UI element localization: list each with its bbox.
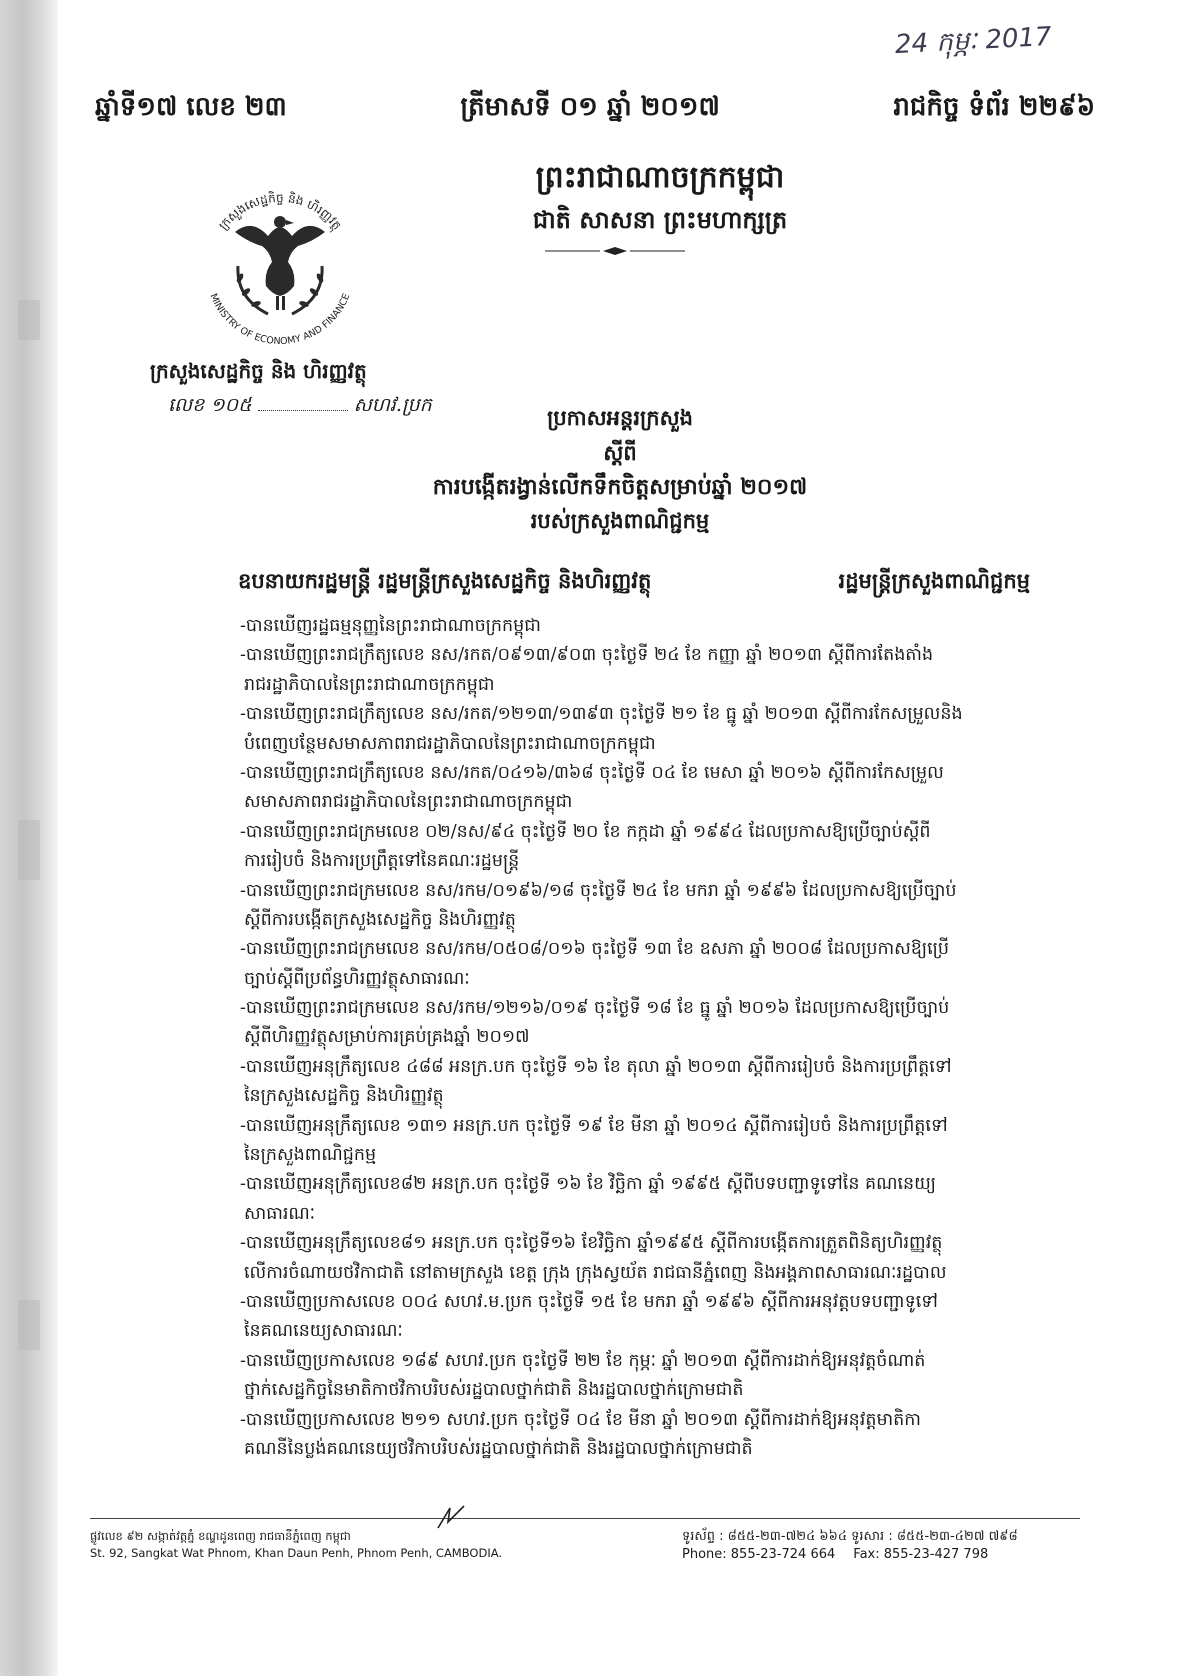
footer-address-english: St. 92, Sangkat Wat Phnom, Khan Daun Penh, Phnom Penh, CAMBODIA. — [90, 1546, 503, 1560]
consideration-line: -បានឃើញអនុក្រឹត្យលេខ៨១ អនក្រ.បក ចុះថ្ងៃទី១៦ ខែវិច្ឆិកា ឆ្នាំ១៩៩៥ ស្តីពីការបង្កើតការត្រួតពិនិត្យហិរញ្ញវត្ថុ — [240, 1233, 943, 1254]
pen-mark-icon — [436, 1504, 466, 1530]
reference-code: សហវ. — [353, 394, 402, 416]
footer-address — [90, 1528, 502, 1562]
consideration-line: -បានឃើញព្រះរាជក្រមលេខ នស/រកម/០១៩៦/១៨ ចុះថ្ងៃទី ២៤ ខែ មករា ឆ្នាំ ១៩៩៦ ដែលប្រកាសឱ្យប្រើច្បាប់ — [240, 880, 957, 901]
consideration-line: -បានឃើញប្រកាសលេខ ០០៤ សហវ.ម.ប្រក ចុះថ្ងៃទី ១៥ ខែ មករា ឆ្នាំ ១៩៩៦ ស្តីពីការអនុវត្តបទបញ្ជាទូទៅ — [240, 1291, 938, 1312]
kingdom-title: ព្រះរាជាណាចក្រកម្ពុជា — [535, 160, 785, 195]
signatory-right: រដ្ឋមន្ត្រីក្រសួងពាណិជ្ជកម្ម — [838, 568, 1030, 593]
consideration-line: សមាសភាពរាជរដ្ឋាភិបាលនៃព្រះរាជាណាចក្រកម្ពុជា — [244, 792, 573, 813]
consideration-line: -បានឃើញព្រះរាជក្រឹត្យលេខ នស/រកត/០៤១៦/៣៦៨ ចុះថ្ងៃទី ០៤ ខែ មេសា ឆ្នាំ ២០១៦ ស្តីពីការកែសម្រួល — [240, 762, 944, 783]
consideration-line: ថ្នាក់សេដ្ឋកិច្ចនៃមាតិកាថវិកាបរិបស់រដ្ឋបាលថ្នាក់ជាតិ និងរដ្ឋបាលថ្នាក់ក្រោមជាតិ — [244, 1380, 744, 1401]
gazette-header — [95, 90, 1095, 128]
scan-speck — [18, 820, 40, 880]
consideration-line: បំពេញបន្ថែមសមាសភាពរាជរដ្ឋាភិបាលនៃព្រះរាជាណាចក្រកម្ពុជា — [244, 733, 656, 754]
considerations-list — [240, 612, 1030, 1464]
ministry-seal — [190, 170, 370, 350]
footer-contact — [682, 1528, 1018, 1564]
consideration-line: ស្តីពីហិរញ្ញវត្ថុសម្រាប់ការគ្រប់គ្រងឆ្នាំ ២០១៧ — [244, 1027, 530, 1048]
consideration-line: លើការចំណាយថវិកាជាតិ នៅតាមក្រសួង ខេត្ត ក្រុង ក្រុងស្វយ័ត រាជធានីភ្នំពេញ និងអង្គភាពសាធារណៈរដ្ឋបាល — [244, 1262, 947, 1283]
seal-english-text: MINISTRY OF ECONOMY AND FINANCE — [207, 291, 353, 348]
consideration-line: ស្តីពីការបង្កើតក្រសួងសេដ្ឋកិច្ច និងហិរញ្ញវត្ថុ — [244, 909, 516, 930]
consideration-line: -បានឃើញព្រះរាជក្រឹត្យលេខ នស/រកត/១២១៣/១៣៩៣ ចុះថ្ងៃទី ២១ ខែ ធ្នូ ឆ្នាំ ២០១៣ ស្តីពីការកែសម្រួលនិង — [240, 704, 963, 725]
scan-speck — [18, 1300, 40, 1350]
consideration-line: រាជរដ្ឋាភិបាលនៃព្រះរាជាណាចក្រកម្ពុជា — [244, 674, 495, 695]
signatories — [238, 568, 1030, 599]
seal-khmer-text: ក្រសួងសេដ្ឋកិច្ច និង ហិរញ្ញវត្ថុ — [215, 190, 345, 233]
gazette-page: រាជកិច្ច ទំព័រ ២២៩៦ — [893, 92, 1095, 122]
consideration-line: -បានឃើញរដ្ឋធម្មនុញ្ញនៃព្រះរាជាណាចក្រកម្ពុជា — [240, 616, 541, 636]
consideration-line: -បានឃើញព្រះរាជក្រមលេខ នស/រកម/១២១៦/០១៩ ចុះថ្ងៃទី ១៨ ខែ ធ្នូ ឆ្នាំ ២០១៦ ដែលប្រកាសឱ្យប្រើច្បាប់ — [240, 998, 950, 1019]
reference-suffix: ប្រក — [401, 394, 432, 416]
reference-number-value: ១០៥ — [210, 394, 252, 416]
handwritten-date: 24 កុម្ភៈ 2017 — [894, 21, 1053, 61]
gazette-year-issue: ឆ្នាំទី១៧ លេខ ២៣ — [95, 92, 287, 122]
reference-prefix: លេខ — [168, 394, 205, 416]
consideration-line: -បានឃើញព្រះរាជក្រមលេខ ០២/នស/៩៤ ចុះថ្ងៃទី ២០ ខែ កក្កដា ឆ្នាំ ១៩៩៤ ដែលប្រកាសឱ្យប្រើច្បាប់ស្តីពី — [240, 821, 931, 842]
consideration-line: -បានឃើញព្រះរាជក្រមលេខ នស/រកម/០៥០៨/០១៦ ចុះថ្ងៃទី ១៣ ខែ ឧសភា ឆ្នាំ ២០០៨ ដែលប្រកាសឱ្យប្រើ — [240, 939, 949, 960]
consideration-line: នៃក្រសួងសេដ្ឋកិច្ច និងហិរញ្ញវត្ថុ — [244, 1086, 444, 1107]
consideration-line: -បានឃើញប្រកាសលេខ ២១១ សហវ.ប្រក ចុះថ្ងៃទី ០៤ ខែ មីនា ឆ្នាំ ២០១៣ ស្តីពីការដាក់ឱ្យអនុវត្តមាតិកា — [240, 1409, 921, 1430]
divider-ornament — [545, 246, 685, 256]
document-regarding: ស្តីពី — [603, 440, 637, 465]
consideration-line: -បានឃើញអនុក្រឹត្យលេខ៨២ អនក្រ.បក ចុះថ្ងៃទី ១៦ ខែ វិច្ឆិកា ឆ្នាំ ១៩៩៥ ស្តីពីបទបញ្ជាទូទៅនៃ គណនេយ្យ — [240, 1174, 937, 1195]
document-subject-ministry: របស់ក្រសួងពាណិជ្ជកម្ម — [530, 508, 710, 533]
consideration-line: -បានឃើញព្រះរាជក្រឹត្យលេខ នស/រកត/០៩១៣/៩០៣ ចុះថ្ងៃទី ២៤ ខែ កញ្ញា ឆ្នាំ ២០១៣ ស្តីពីការតែងតាំង — [240, 645, 934, 666]
footer-address-khmer: ផ្លូវលេខ ៩២ សង្កាត់វត្តភ្នំ ខណ្ឌដូនពេញ រាជធានីភ្នំពេញ កម្ពុជា — [90, 1529, 351, 1543]
signatory-left: ឧបនាយករដ្ឋមន្ត្រី រដ្ឋមន្ត្រីក្រសួងសេដ្ឋកិច្ច និងហិរញ្ញវត្ថុ — [238, 568, 652, 593]
consideration-line: នៃគណនេយ្យសាធារណៈ — [244, 1321, 403, 1342]
consideration-line: គណនីនៃប្លង់គណនេយ្យថវិកាបរិបស់រដ្ឋបាលថ្នាក់ជាតិ និងរដ្ឋបាលថ្នាក់ក្រោមជាតិ — [244, 1438, 753, 1459]
document-subject: ការបង្កើតរង្វាន់លើកទឹកចិត្តសម្រាប់ឆ្នាំ ២០១៧ — [432, 474, 808, 500]
footer-phone: Phone: 855-23-724 664 — [682, 1547, 836, 1562]
consideration-line: -បានឃើញប្រកាសលេខ ១៨៩ សហវ.ប្រក ចុះថ្ងៃទី ២២ ខែ កុម្ភៈ ឆ្នាំ ២០១៣ ស្តីពីការដាក់ឱ្យអនុវត្តចំណាត់ — [240, 1350, 926, 1371]
scan-speck — [18, 300, 40, 340]
kingdom-motto: ជាតិ សាសនា ព្រះមហាក្សត្រ — [532, 205, 788, 234]
gazette-quarter: ត្រីមាសទី ០១ ឆ្នាំ ២០១៧ — [460, 92, 720, 122]
consideration-line: -បានឃើញអនុក្រឹត្យលេខ ៤៨៨ អនក្រ.បក ចុះថ្ងៃទី ១៦ ខែ តុលា ឆ្នាំ ២០១៣ ស្តីពីការរៀបចំ និងការប្រព្រឹត្តទៅ — [240, 1056, 952, 1077]
footer-contact-khmer: ទូរស័ព្ទ : ៨៥៥-២៣-៧២៤ ៦៦៤ ទូរសារ : ៨៥៥-២៣-៤២៧ ៧៩៨ — [682, 1529, 1018, 1544]
consideration-line: សាធារណៈ — [244, 1203, 316, 1224]
consideration-line: ការរៀបចំ និងការប្រព្រឹត្តទៅនៃគណៈរដ្ឋមន្ត្រី — [244, 851, 520, 872]
consideration-line: ច្បាប់ស្តីពីប្រព័ន្ធហិរញ្ញវត្ថុសាធារណៈ — [244, 968, 470, 989]
consideration-line: -បានឃើញអនុក្រឹត្យលេខ ១៣១ អនក្រ.បក ចុះថ្ងៃទី ១៩ ខែ មីនា ឆ្នាំ ២០១៤ ស្តីពីការរៀបចំ និងការប្រព្រឹត្តទៅ — [240, 1115, 948, 1136]
footer-fax: Fax: 855-23-427 798 — [853, 1547, 989, 1562]
consideration-line: នៃក្រសួងពាណិជ្ជកម្ម — [244, 1145, 377, 1166]
footer-divider — [90, 1518, 1080, 1519]
document-type: ប្រកាសអន្តរក្រសួង — [547, 405, 693, 430]
ministry-name: ក្រសួងសេដ្ឋកិច្ច និង ហិរញ្ញវត្ថុ — [150, 359, 367, 383]
svg-text:MINISTRY OF ECONOMY AND FINANC — [208, 292, 353, 347]
bird-emblem-icon — [235, 216, 325, 310]
